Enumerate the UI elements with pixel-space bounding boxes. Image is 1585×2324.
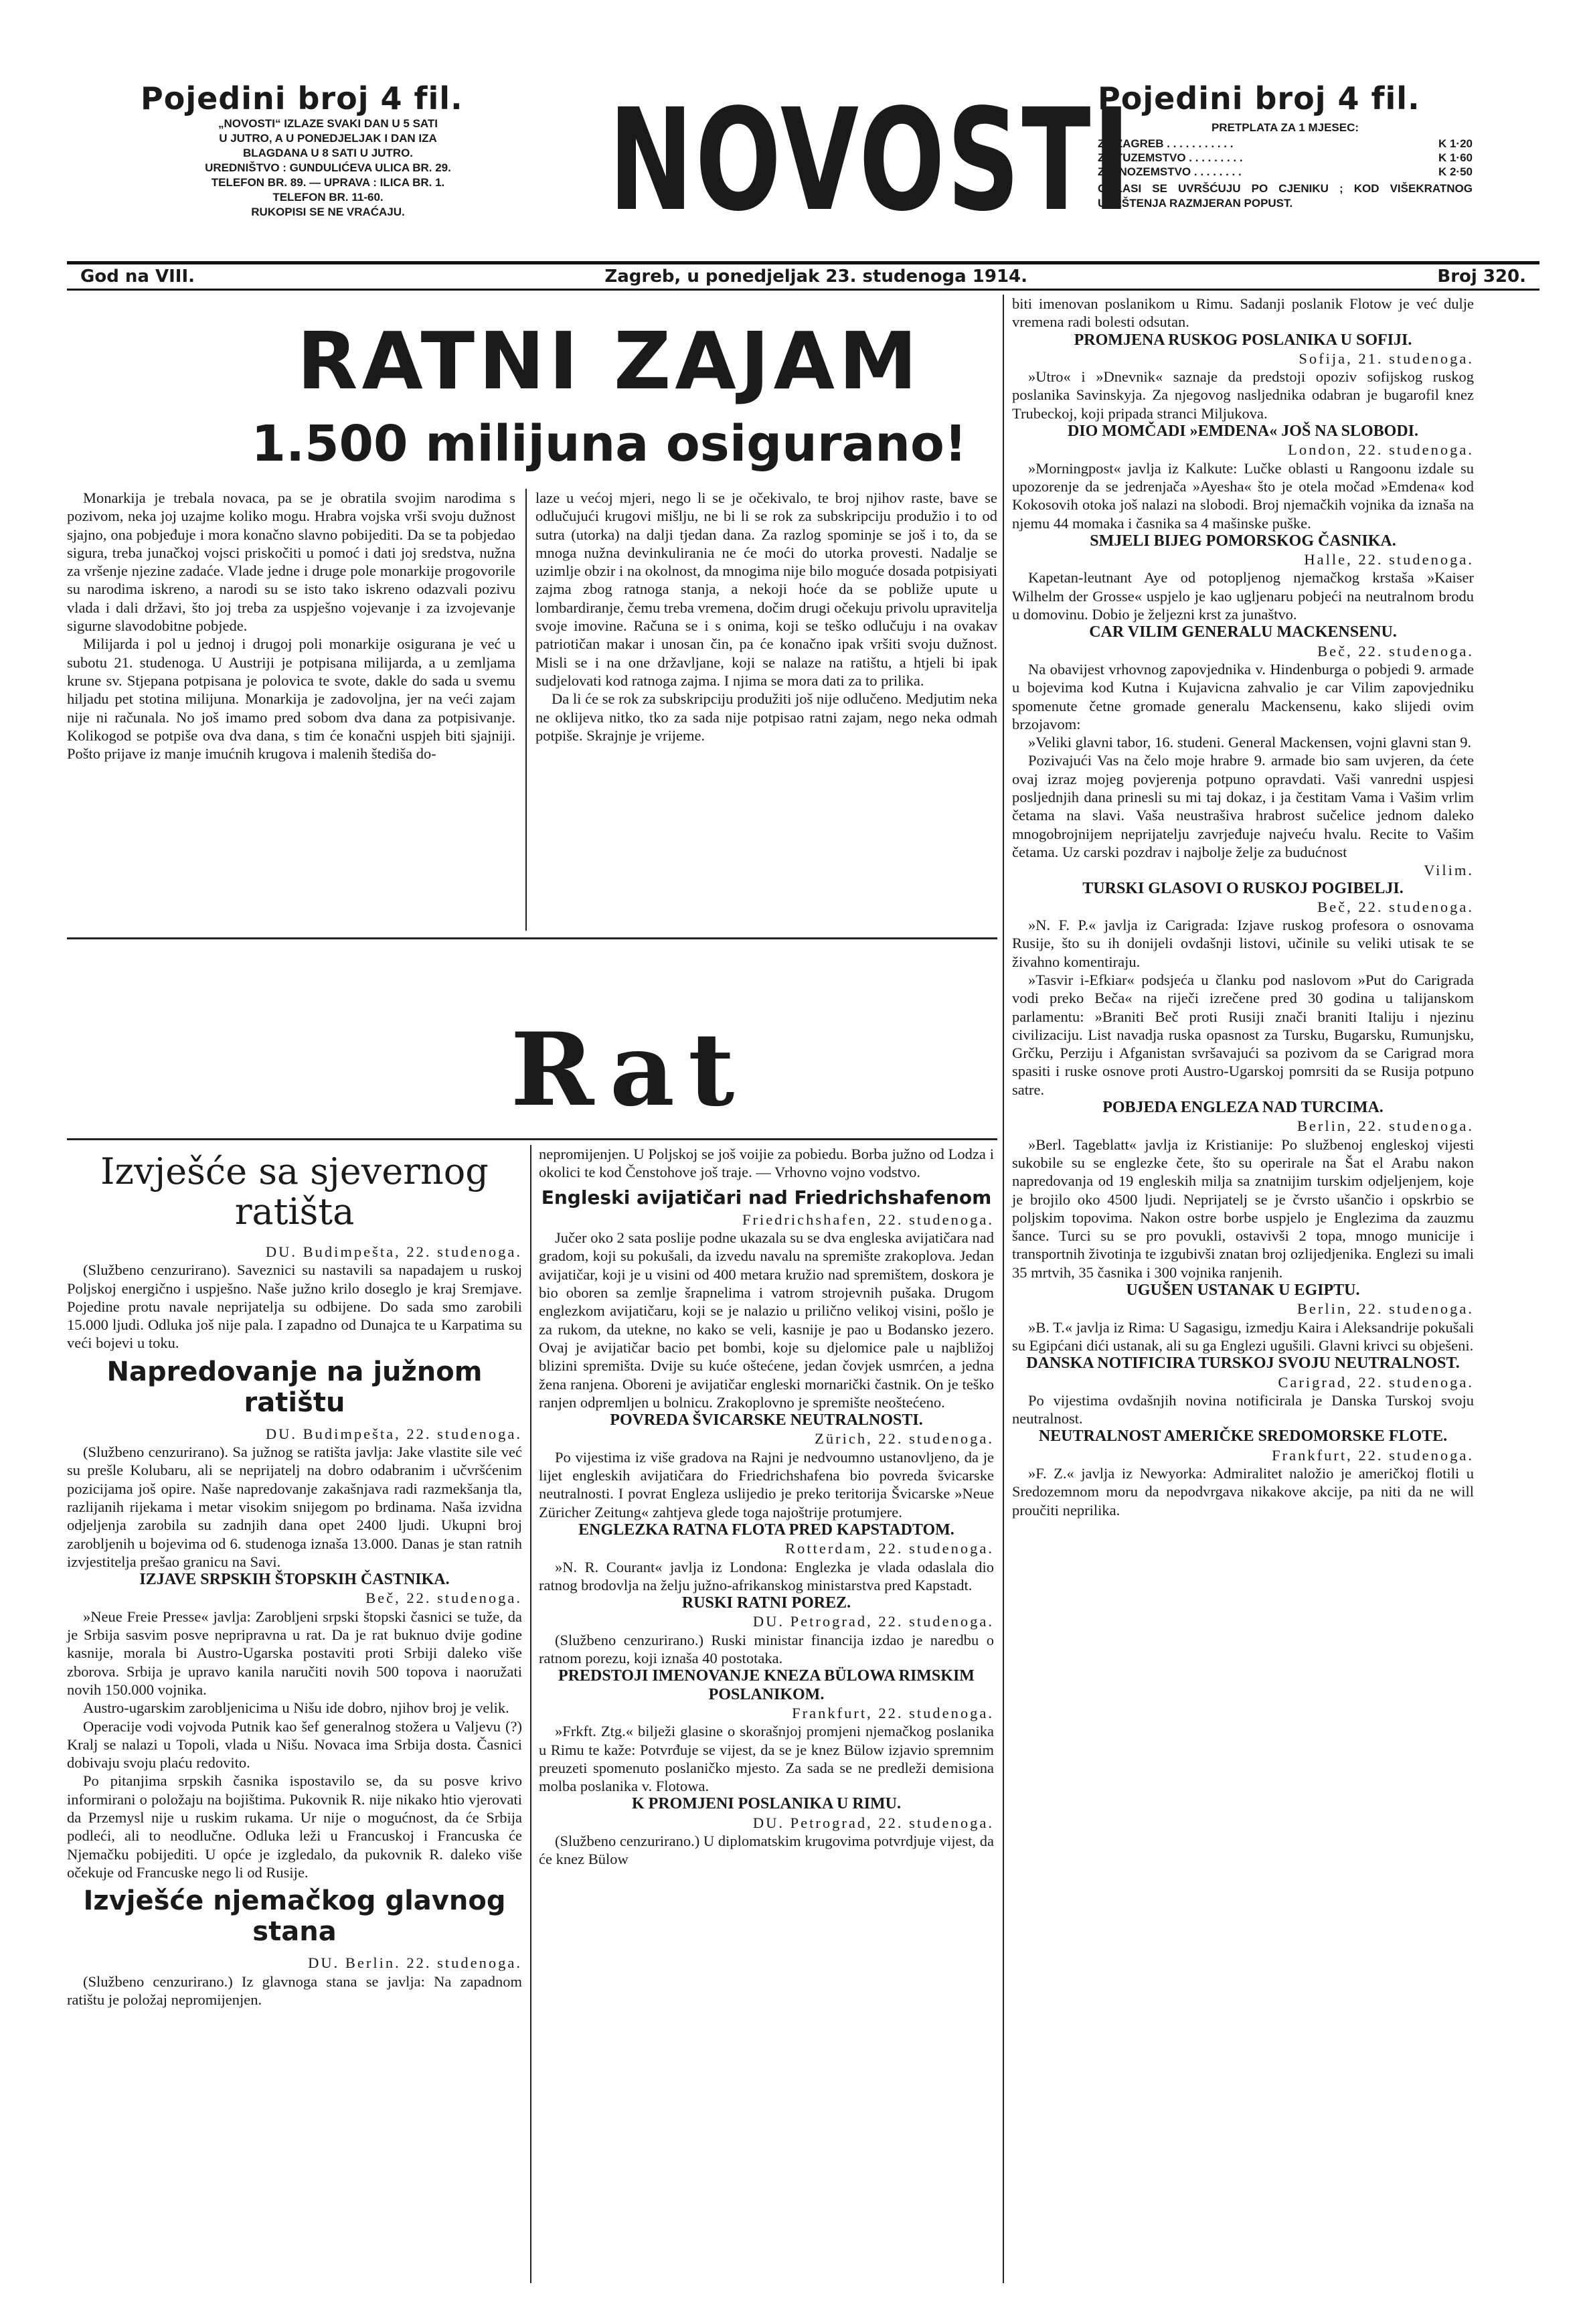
headline-friedrichshafen: Engleski avijatičari nad Friedrichshafenom — [541, 1186, 992, 1209]
middle-column: nepromijenjen. U Poljskoj se još voijie za pobiedu. Borba južno od Lodza i okolici te kod Čenstohove još traje. — Vrhovno vojno vodstvo. Engleski avijatičari nad Friedrichshafenom Friedrichshafen, 22. studenoga. Jučer oko 2 sata poslije podne ukazala su se dva engleska avijatičara nad gradom, koji su pokušali, da izvedu navalu na spremište zrakoplova. Jedan avijatičar, koji je u visini od 400 metara kružio nad spremištem, doskora je bio oboren sa zemlje šrapnelima i vatrom strojevnih pušaka. Drugom englezkom avijatičaru, koji se je nalazio u prilično velikoj visini, pošlo je za rukom, da utekne, no kako se veli, kasnije je pao u Bodansko jezero. Ovaj je avijatičar bacio pet bombi, koje su djelomice pale u najbližoj blizini spremišta. Dvije su kuće oštećene, jedan čovjek usmrćen, a jedna žena ranjena. Oboreni je avijatičar engleski mornarički častnik. On je teško ranjen odpremljen u bolnicu. Zrakoplovno je spremište neoštećeno. POVREDA ŠVICARSKE NEUTRALNOSTI. Zürich, 22. studenoga. Po vijestima iz više gradova na Rajni je nedvoumno ustanovljeno, da je lijet engleskih avijatičara do Friedrichshafena bio povreda švicarske neutralnosti. I povrat Engleza uslijedio je preko teritorija Švicarske »Neue Züricher Zeitung« zahtjeva glede toga najoštrije protumjere. ENGLEZKA RATNA FLOTA PRED KAPSTADTOM. Rotterdam, 22. studenoga. »N. R. Courant« javlja iz Londona: Englezka je vlada odaslala dio ratnog brodovlja na želju južno-afrikanskog ministarstva pred Kapstadt. RUSKI RATNI POREZ. DU. Petrograd, 22. studenoga. (Službeno cenzurirano.) Ruski ministar financija izdao je naredbu o ratnom porezu, koji iznaša 40 postotaka. PREDSTOJI IMENOVANJE KNEZA BÜLOWA RIMSKIM POSLANIKOM. Frankfurt, 22. studenoga. »Frkft. Ztg.« bilježi glasine o skorašnjoj promjeni njemačkog poslanika u Rimu te kaže: Potvrđuje se vijest, da se je knez Bülow izjavio spremnim preuzeti spomenuto poslaničko mjesto. Za sada se ne predleži demisiona molba poslanika v. Flotowa. K PROMJENI POSLANIKA U RIMU. DU. Petrograd, 22. studenoga. (Službeno cenzurirano.) U diplomatskim krugovima potvrdjuje vijest, da će knez Bülow — [539, 1146, 994, 1868]
lead-subtitle: 1.500 milijuna osigurano! — [251, 415, 967, 473]
prices-head: PRETPLATA ZA 1 MJESEC: — [1211, 121, 1359, 134]
headline-turkish-voices: TURSKI GLASOVI O RUSKOJ POGIBELJI. — [1082, 879, 1404, 897]
lead-col-2 — [535, 489, 997, 745]
masthead-right — [1098, 80, 1473, 211]
right-column: biti imenovan poslanikom u Rimu. Sadanji poslanik Flotow je već dulje vremena radi bolesti odsutan. PROMJENA RUSKOG POSLANIKA U SOFIJI. Sofija, 21. studenoga. »Utro« i »Dnevnik« saznaje da predstoji opoziv sofijskog ruskog poslanika Savinskyja. Za njegovog nasljednika odabran je bugarofil knez Trubeckoj, koji pripada stranci Miljukova. DIO MOMČADI »EMDENA« JOŠ NA SLOBODI. London, 22. studenoga. »Morningpost« javlja iz Kalkute: Lučke oblasti u Rangoonu izdale su upozorenje da se jedrenjača »Ayesha« što je otela močad »Emdena« kod Kokosovih otoka još nalazi na slobodi. Broj njemačkih vojnika da iznaša na njemu 44 momaka i časnika sa 4 mašinske puške. SMJELI BIJEG POMORSKOG ČASNIKA. Halle, 22. studenoga. Kapetan-leutnant Aye od potopljenog njemačkog krstaša »Kaiser Wilhelm der Grosse« uspjelo je kao ugljenaru pobjeći na neutralnom brodu u domovinu. Dobio je željezni krst za junaštvo. CAR VILIM GENERALU MACKENSENU. Beč, 22. studenoga. Na obavijest vrhovnog zapovjednika v. Hindenburga o pobjedi 9. armade u bojevima kod Kutna i Kujavicna zahvalio je car Vilim zapovjedniku spomenute četne gromade generalu Mackensenu, kako slijedi ovim brzojavom: »Veliki glavni tabor, 16. studeni. General Mackensen, vojni glavni stan 9. Pozivajući Vas na čelo moje hrabre 9. armade bio sam uvjeren, da ćete ovaj izraz mojeg povjerenja potpuno opravdati. Vaši vanredni uspjesi posljednjih dana prinesli su mi taj dokaz, i ja čestitam Vama i Vašim vrlim četama na slavi. Vaša neustrašiva hrabrost sučelice jednom daleko mnogobrojnijem neprijatelju zavrjeđuje najveću hvalu. Recite to Vašim četama. Uz carski pozdrav i najbolje želje za budućnost Vilim. TURSKI GLASOVI O RUSKOJ POGIBELJI. Beč, 22. studenoga. »N. F. P.« javlja iz Carigrada: Izjave ruskog profesora o osnovama Rusije, što su ih donijeli ovdašnji listovi, učinile su veliki utisak te se živahno komentiraju. »Tasvir i-Efkiar« podsjeća u članku pod naslovom »Put do Carigrada vodi preko Beča« na riječi izrečene pred 30 godina u talijanskom parlamentu: »Braniti Beč proti Rusiji znači braniti Italiju i njezinu civilizaciju. List navadja ruska opasnost za Tursku, Bugarsku, Rumunjsku, Grčku, Perziju i Afganistan svršavajući sa pozivom da se Carigrad mora spasiti i ruske osnove proti Austro-Ugarskoj pomrsiti da se Rusija potpuno satre. POBJEDA ENGLEZA NAD TURCIMA. Berlin, 22. studenoga. »Berl. Tageblatt« javlja iz Kristianije: Po službenoj engleskoj vijesti sukobile su se englezke čete, što su operirale na Šat el Arabu nakon napredovanja od 19 engleskih milja sa znatnijim turskim odjeljenjem, koje je brojilo oko 4500 ljudi. Neprijatelj se je čvrsto ušančio i opskrbio se poljskim topovima. Nakon ostre borbe uspjelo je Englezima da zauzmu šance. Turci su se pro povukli, ostavivši 2 topa, mnogo municije i transportnih životinja te izgubivši znatan broj ozlijedjenika. Englezi su imali 35 mrtvih, 35 časnika i 300 vojnika ranjenih. UGUŠEN USTANAK U EGIPTU. Berlin, 22. studenoga. »B. T.« javlja iz Rima: U Sagasigu, izmedju Kaira i Aleksandrije pokušali su Egipćani dići ustanak, ali su ga Englezi ugušili. Glavni krivci su obješeni. DANSKA NOTIFICIRA TURSKOJ SVOJU NEUTRALNOST. Carigrad, 22. studenoga. Po vijestima ovdašnjih novina notificirala je Danska Turskoj svoju neutralnost. NEUTRALNOST AMERIČKE SREDOMORSKE FLOTE. Frankfurt, 22. studenoga. »F. Z.« javlja iz Newyorka: Admiralitet naložio je američkoj flotili u Sredozemnom moru da nepodvrgava nikakove akcije, pa niti da ne will proučiti neprilika. — [1012, 295, 1474, 1519]
newspaper-page — [67, 54, 1539, 2283]
lead-paragraph: Monarkija je trebala novaca, pa se je obratila svojim narodima s pozivom, neka joj uzajme koliko mogu. Hrabra vojska vrši svoju dužnost sjajno, ona pobjeđuje i mora konačno slavno pobijediti. Da se ta pobjedao sigura, treba junačkoj vojsci priskočiti u pomoć i dati joj sredstva, nužna za vršenje njezine zadaće. Vlade jedne i druge pole monarkije progovorile su narodima iskreno, a narodi su se isto tako iskreno odazvali pozivu vlada i dali državi, što joj treba za uspješno vojevanje i za izvojevanje sigurne slavodobitne pobjede. — [67, 489, 515, 635]
date-label: Zagreb, u ponedjeljak 23. studenoga 1914. — [604, 266, 1028, 287]
left-column: Izvješće sa sjevernog ratišta DU. Budimpešta, 22. studenoga. (Službeno cenzurirano). Saveznici su nastavili sa napadajem u ruskoj Poljskoj energično i uspješno. Naše južno krilo doseglo je kraj Sremjave. Pojedine protu navale neprijatelja su odbijene. Do sada smo zarobili 15.000 ljudi. Odluka još nije pala. I zapadno od Dunajca te u Karpatima su veći bojevi u toku. Napredovanje na južnom ratištu DU. Budimpešta, 22. studenoga. (Službeno cenzurirano). Sa južnog se ratišta javlja: Jake vlastite sile već su prešle Kolubaru, ali se neprijatelj na dobro odabranim i učvršćenim pozicijama još opire. Naše napredovanje zakašnjava radi razmekšanja tla, razlijanih rijekama i metar visokim snijegom po brdinama. Naša izvidna odjeljenja zarobila su zadnjih dana opet 2400 ljudi. Ukupni broj zarobljenih u bojevima od 6. studenoga iznaša 13.000. Danas je stan ratnih izvjestitelja prešao granicu na Savi. IZJAVE SRPSKIH ŠTOPSKIH ČASTNIKA. Beč, 22. studenoga. »Neue Freie Presse« javlja: Zarobljeni srpski štopski časnici se tuže, da je Srbija sasvim posve nepripravna u rat. Da je rat buknuo dvije godine kasnije, morala bi Austro-Ugarska postaviti proti Srbiji daleko više zborova. Srbija je upravo kanila naručiti novih 500 topova i naoružati novih 150.000 vojnika. Austro-ugarskim zarobljenicima u Nišu ide dobro, njihov broj je velik. Operacije vodi vojvoda Putnik kao šef generalnog stožera u Valjevu (?) Kralj se nalazi u Topoli, vlada u Nišu. Novaca ima Srbija dosta. Časnici dobivaju svoju plaću redovito. Po pitanjima srpskih časnika ispostavilo se, da su posve krivo informirani o položaju na bojištima. Pukovnik R. nije nikako htio vjerovati da Przemysl nije u ruskim rukama. Ur nije o mogućnost, da će Srbija podleći, ali to neodlučne. Odluka leži u Francuskoj i Francuska će Njemačku pobijediti. U opće je izgledalo, da pukovnik R. daleko više očekuje od Francuske nego li od Rusije. Izvješće njemačkog glavnog stana DU. Berlin. 22. studenoga. (Službeno cenzurirano.) Iz glavnoga stana se javlja: Na zapadnom ratištu je položaj nepromijenjen. — [67, 1150, 522, 2008]
headline-emden: DIO MOMČADI »EMDENA« JOŠ NA SLOBODI. — [1067, 422, 1419, 441]
dateline — [67, 261, 1539, 291]
headline-egypt: UGUŠEN USTANAK U EGIPTU. — [1126, 1282, 1360, 1300]
year-label: God na VIII. — [80, 266, 195, 287]
lead-title: RATNI ZAJAM — [297, 315, 922, 407]
left-info-7: RUKOPISI SE NE VRAĆAJU. — [251, 206, 405, 218]
section-rule — [67, 937, 997, 939]
lead-paragraph: Da li će se rok za subskripciju produžiti još nije odlučeno. Medjutim neka ne oklijeva nitko, tko za sada nije potpisao ratni zajam, nego neka odmah potpiše. Skrajnje je vrijeme. — [535, 690, 997, 744]
ads-note: OGLASI SE UVRŠĆUJU PO CJENIKU ; KOD VIŠEKRATNOG UVRŠTENJA RAZMJERAN POPUST. — [1098, 182, 1473, 210]
left-info-3: BLAGDANA U 8 SATI U JUTRO. — [242, 147, 414, 159]
headline-swiss-neutrality: POVREDA ŠVICARSKE NEUTRALNOSTI. — [610, 1411, 923, 1429]
masthead-left — [141, 80, 515, 220]
left-info-6: TELEFON BR. 11-60. — [272, 191, 384, 204]
headline-english-victory: POBJEDA ENGLEZA NAD TURCIMA. — [1102, 1099, 1384, 1117]
headline-german-hq: Izvješće njemačkog glavnog stana — [83, 1885, 506, 1948]
headline-southern-front: Napredovanje na južnom ratištu — [106, 1356, 483, 1418]
section-rule — [67, 1138, 997, 1140]
headline-danish-neutrality: DANSKA NOTIFICIRA TURSKOJ SVOJU NEUTRALNOST. — [1026, 1354, 1460, 1373]
column-divider — [525, 489, 527, 931]
left-info-1: „NOVOSTI“ IZLAZE SVAKI DAN U 5 SATI — [218, 117, 438, 130]
issue-label: Broj 320. — [1437, 266, 1526, 287]
left-info-5: TELEFON BR. 89. — UPRAVA : ILICA BR. 1. — [211, 176, 445, 189]
headline-northern-front: Izvješće sa sjevernog ratišta — [100, 1150, 489, 1233]
newspaper-logo: NOVOSTI — [608, 78, 1133, 242]
headline-russian-tax: RUSKI RATNI POREZ. — [681, 1594, 851, 1612]
rat-heading: Rat — [510, 1011, 748, 1129]
lead-paragraph: laze u većoj mjeri, nego li se je očekivalo, te broj njihov raste, bave se odlučujući krugovi mišlju, ne bi li se rok za subskripciju produžio i to od sutra (utorka) na dalji tjedan dana. Za razlog spominje se još i to, da se mnoga nužna devinkulirania ne će moći do utorka provesti. Nadalje se uzimlje obzir i na okolnost, da mnogima nije bilo moguće dosada potpisiyati zajma zbog ratnoga stanja, a nekoji hoće da se pobliže upute u lombardiranje, čemu treba vremena, dočim drugi očekuju privolu upravitelja svoje imovine. Računa se i s onima, koji se teško odlučuju i na ovakav patriotičan makar i unosan čin, pa će konačno ipak vršiti svoju dužnost. Misli se i na one državljane, koji se nalaze na ratištu, a htjeli bi ipak sudjelovati kod ratnoga zajma. I njima se mora dati za to prilika. — [535, 489, 997, 689]
left-info-2: U JUTRO, A U PONEDJELJAK I DAN IZA — [219, 132, 437, 145]
left-info-4: UREDNIŠTVO : GUNDULIĆEVA ULICA BR. 29. — [205, 161, 451, 174]
price-right: Pojedini broj 4 fil. — [1098, 80, 1420, 117]
headline-american-fleet: NEUTRALNOST AMERIČKE SREDOMORSKE FLOTE. — [1038, 1427, 1448, 1446]
price-left: Pojedini broj 4 fil. — [141, 80, 463, 117]
lead-col-1 — [67, 489, 515, 763]
headline-serbian-officers: IZJAVE SRPSKIH ŠTOPSKIH ČASTNIKA. — [139, 1571, 450, 1589]
headline-rome-envoy: K PROMJENI POSLANIKA U RIMU. — [631, 1795, 901, 1813]
lead-paragraph: Milijarda i pol u jednoj i drugoj poli monarkije osigurana je već u subotu 21. studenoga. U Austriji je potpisana milijarda, a u zemljama krune sv. Stjepana potpisana je polovica te svote, dakle do sada u svemu hiljadu pet stotina milijuna. Monarkija je zadovoljna, jer na veći zajam nije ni računala. No još imamo pred sobom dva dana za potpisivanje. Kolikogod se potpiše ova dva dana, s tim će konačni uspjeh biti sjajniji. Pošto prijave iz manje imućnih krugova i malenih štediša do- — [67, 635, 515, 763]
headline-mackensen: CAR VILIM GENERALU MACKENSENU. — [1089, 623, 1397, 641]
price-row-inozemstvo: ZA INOZEMSTVO . . . . . . . . K 2·50 — [1098, 165, 1473, 178]
headline-escape: SMJELI BIJEG POMORSKOG ČASNIKA. — [1090, 532, 1396, 550]
headline-english-fleet: ENGLEZKA RATNA FLOTA PRED KAPSTADTOM. — [578, 1521, 954, 1539]
column-divider — [530, 1145, 531, 2283]
column-divider — [1003, 295, 1004, 2283]
masthead — [67, 54, 1539, 261]
price-row-zagreb: ZA ZAGREB . . . . . . . . . . . K 1·20 — [1098, 137, 1473, 150]
headline-bulow: PREDSTOJI IMENOVANJE KNEZA BÜLOWA RIMSKIM POSLANIKOM. — [558, 1667, 975, 1703]
headline-sofia: PROMJENA RUSKOG POSLANIKA U SOFIJI. — [1074, 331, 1412, 349]
price-row-tuzemstvo: ZA TUZEMSTVO . . . . . . . . . K 1·60 — [1098, 151, 1473, 164]
